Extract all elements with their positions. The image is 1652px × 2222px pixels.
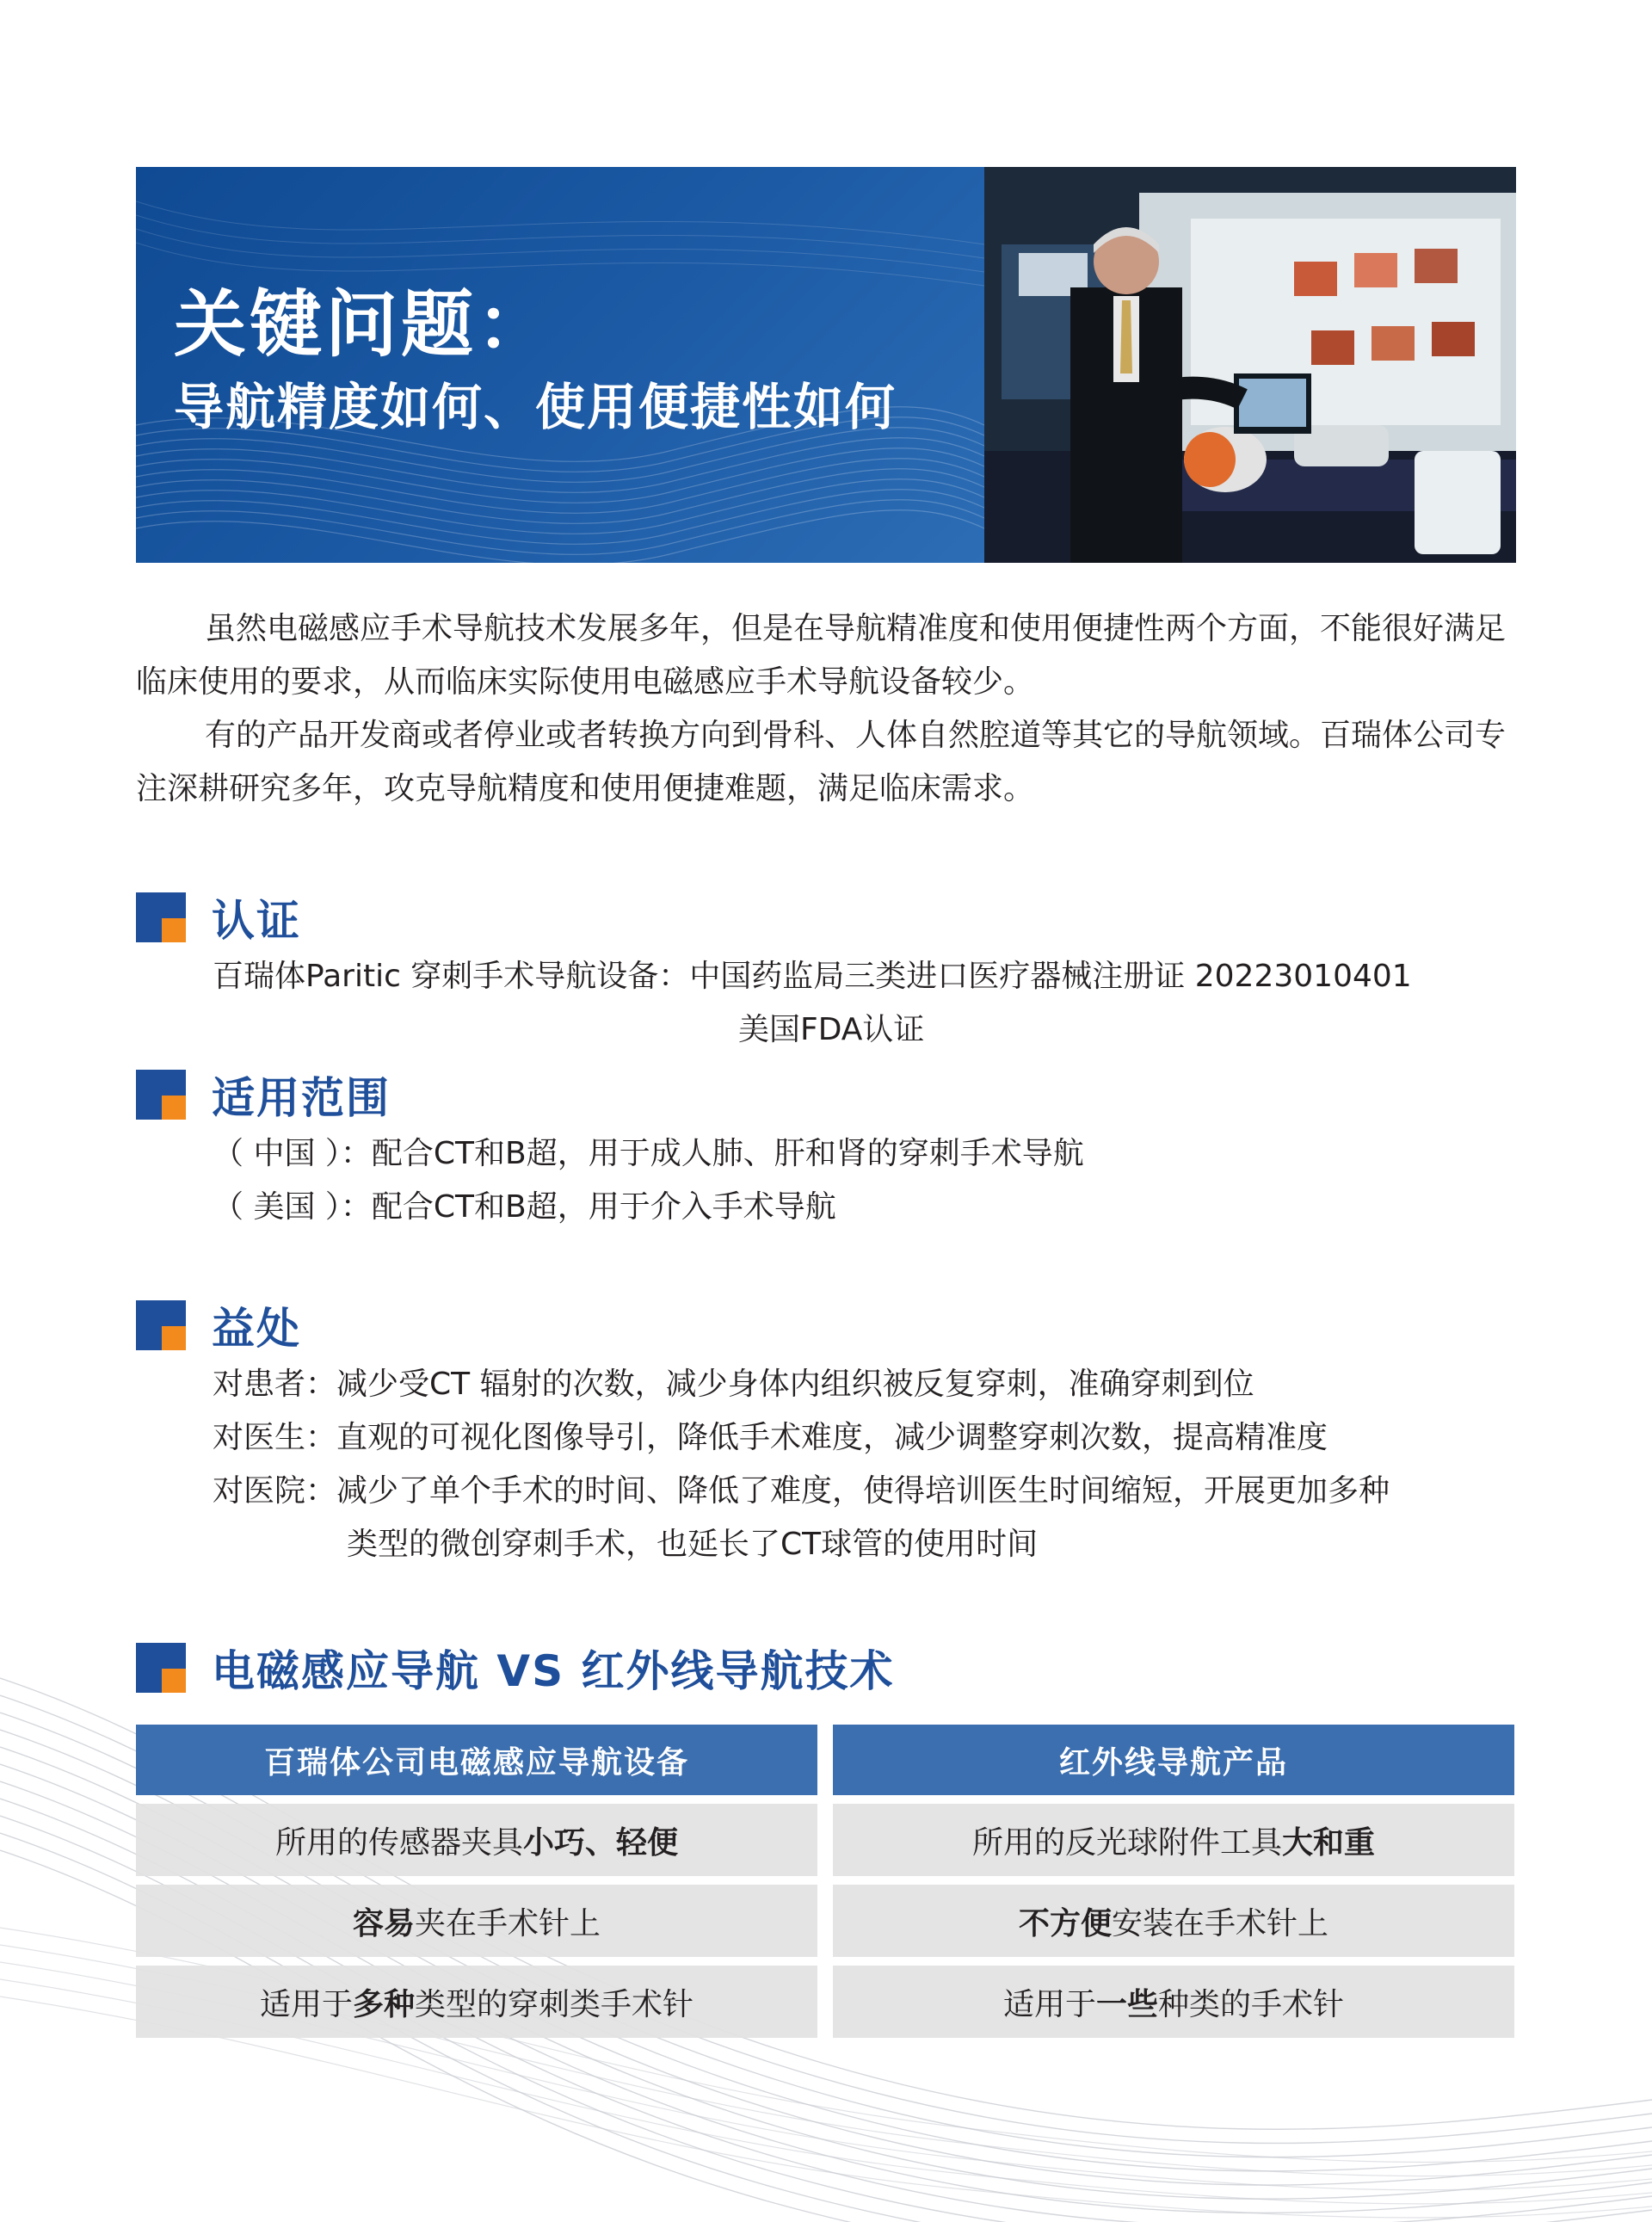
table-row: 容易 夹在手术针上 [136,1885,817,1957]
section-square-icon [136,892,186,942]
section-comparison [136,1637,895,1699]
comparison-table [136,1725,1514,2038]
section-scope [136,1064,391,1126]
benefit-text: 直观的可视化图像导引，降低手术难度，减少调整穿刺次数，提高精准度 [336,1420,1328,1455]
benefit-hospital-continued: 类型的微创穿刺手术，也延长了CT球管的使用时间 [347,1527,1039,1562]
intro-paragraph-1: 虽然电磁感应手术导航技术发展多年，但是在导航精准度和使用便捷性两个方面，不能很好满足临床使用的要求，从而临床实际使用电磁感应手术导航设备较少。 [136,611,1507,700]
hero-photo [984,167,1516,563]
section-benefits [136,1294,301,1356]
scope-item-china: （ 中国 ）：配合CT和B超，用于成人肺、肝和肾的穿刺手术导航 [213,1136,1084,1171]
section-title: 适用范围 [212,1073,391,1123]
benefit-text: 减少了单个手术的时间、降低了难度，使得培训医生时间缩短，开展更加多种 [336,1473,1390,1509]
column-header: 红外线导航产品 [833,1725,1514,1795]
benefit-hospital [213,1465,1390,1518]
intro-paragraph-2: 有的产品开发商或者停业或者转换方向到骨科、人体自然腔道等其它的导航领域。百瑞体公司专注深耕研究多年，攻克导航精度和使用便捷难题，满足临床需求。 [136,718,1507,806]
section-certification [136,886,301,948]
column-header: 百瑞体公司电磁感应导航设备 [136,1725,817,1795]
comparison-column-infrared [833,1725,1514,2038]
benefit-text: 减少受CT 辐射的次数，减少身体内组织被反复穿刺，准确穿刺到位 [336,1367,1254,1402]
hero-banner [136,167,1516,563]
certification-line-2: 美国FDA认证 [738,1012,925,1047]
benefit-patient [213,1358,1254,1411]
scope-item-usa: （ 美国 ）：配合CT和B超，用于介入手术导航 [213,1189,836,1225]
hero-title: 关键问题： [174,282,553,367]
presenter-photo-illustration [984,167,1516,563]
section-square-icon [136,1643,186,1693]
section-square-icon [136,1300,186,1350]
certification-line-1: 百瑞体Paritic 穿刺手术导航设备：中国药监局三类进口医疗器械注册证 20223010401 [213,959,1412,994]
benefit-label: 对医院： [213,1473,337,1509]
hero-subtitle: 导航精度如何、使用便捷性如何 [174,378,897,436]
section-title: 认证 [212,896,301,946]
section-title: 益处 [212,1304,301,1354]
table-row: 所用的传感器夹具 小巧、轻便 [136,1804,817,1876]
comparison-column-electromagnetic [136,1725,817,2038]
table-row: 适用于 多种 类型的穿刺类手术针 [136,1966,817,2038]
table-row: 适用于 一些 种类的手术针 [833,1966,1514,2038]
section-square-icon [136,1070,186,1120]
benefit-label: 对患者： [213,1367,337,1402]
section-title: 电磁感应导航 VS 红外线导航技术 [212,1646,895,1696]
intro-text [136,602,1518,816]
benefit-doctor [213,1411,1328,1465]
table-row: 所用的反光球附件工具 大和重 [833,1804,1514,1876]
hero-text-panel [136,167,984,563]
table-row: 不方便 安装在手术针上 [833,1885,1514,1957]
benefit-label: 对医生： [213,1420,337,1455]
